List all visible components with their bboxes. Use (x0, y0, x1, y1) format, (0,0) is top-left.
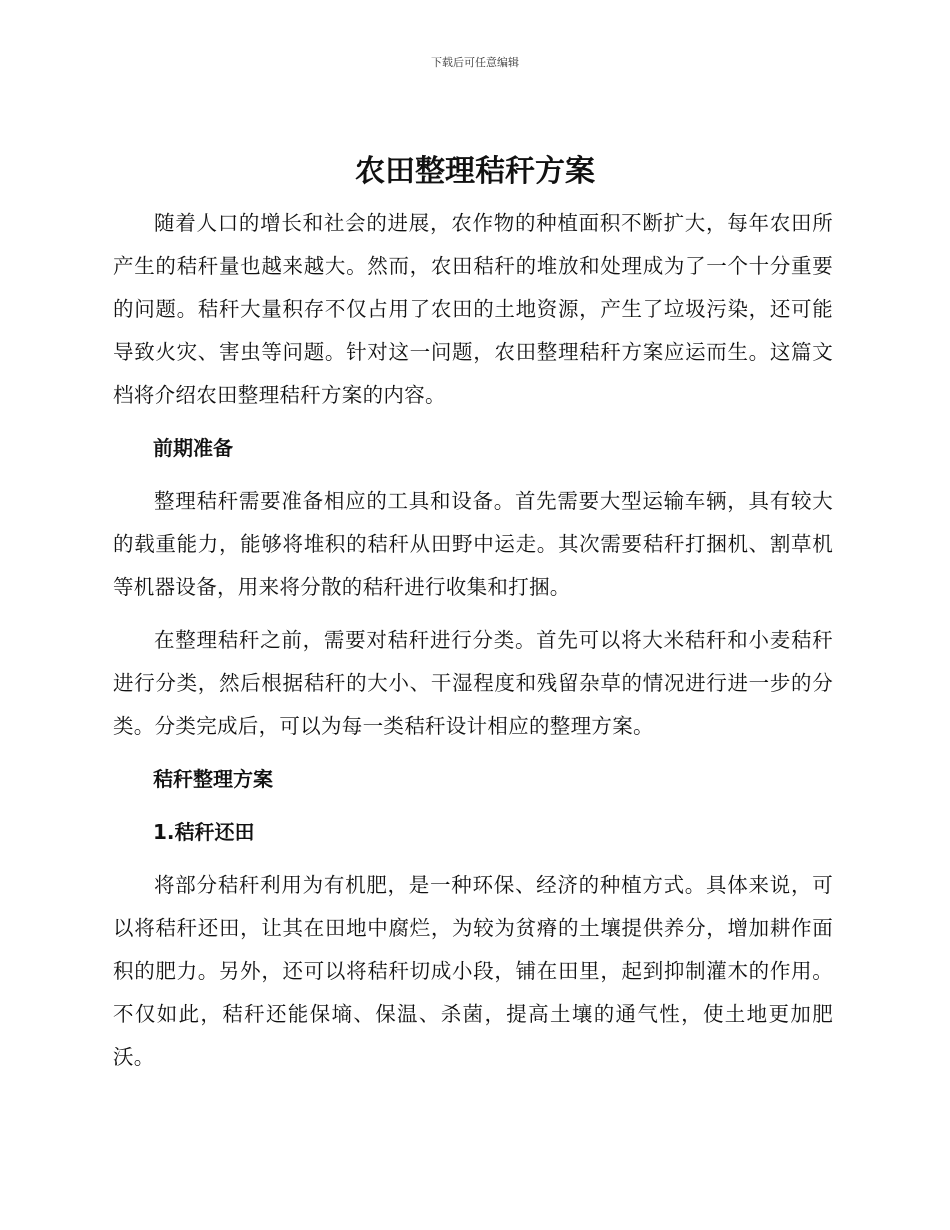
subsection-heading-return-to-field: 1.秸秆还田 (153, 820, 255, 844)
intro-paragraph: 随着人口的增长和社会的进展，农作物的种植面积不断扩大，每年农田所产生的秸秆量也越来越大。然而，农田秸秆的堆放和处理成为了一个十分重要的问题。秸秆大量积存不仅占用了农田的土地资源，产生了垃圾污染，还可能导致火灾、害虫等问题。针对这一问题，农田整理秸秆方案应运而生。这篇文档将介绍农田整理秸秆方案的内容。 (113, 211, 833, 407)
document-body (113, 202, 833, 1079)
page-header-note: 下载后可任意编辑 (431, 56, 519, 69)
preparation-paragraph-1: 整理秸秆需要准备相应的工具和设备。首先需要大型运输车辆，具有较大的载重能力，能够将堆积的秸秆从田野中运走。其次需要秸秆打捆机、割草机等机器设备，用来将分散的秸秆进行收集和打捆。 (113, 489, 833, 599)
document-title: 农田整理秸秆方案 (355, 154, 595, 189)
return-to-field-paragraph: 将部分秸秆利用为有机肥，是一种环保、经济的种植方式。具体来说，可以将秸秆还田，让其在田地中腐烂，为较为贫瘠的土壤提供养分，增加耕作面积的肥力。另外，还可以将秸秆切成小段，铺在田里，起到抑制灌木的作用。不仅如此，秸秆还能保墒、保温、杀菌，提高土壤的通气性，使土地更加肥沃。 (113, 873, 833, 1069)
preparation-paragraph-2: 在整理秸秆之前，需要对秸秆进行分类。首先可以将大米秸秆和小麦秸秆进行分类，然后根据秸秆的大小、干湿程度和残留杂草的情况进行进一步的分类。分类完成后，可以为每一类秸秆设计相应的整理方案。 (113, 628, 833, 738)
section-heading-preparation: 前期准备 (153, 436, 233, 460)
section-heading-plan: 秸秆整理方案 (153, 767, 273, 791)
